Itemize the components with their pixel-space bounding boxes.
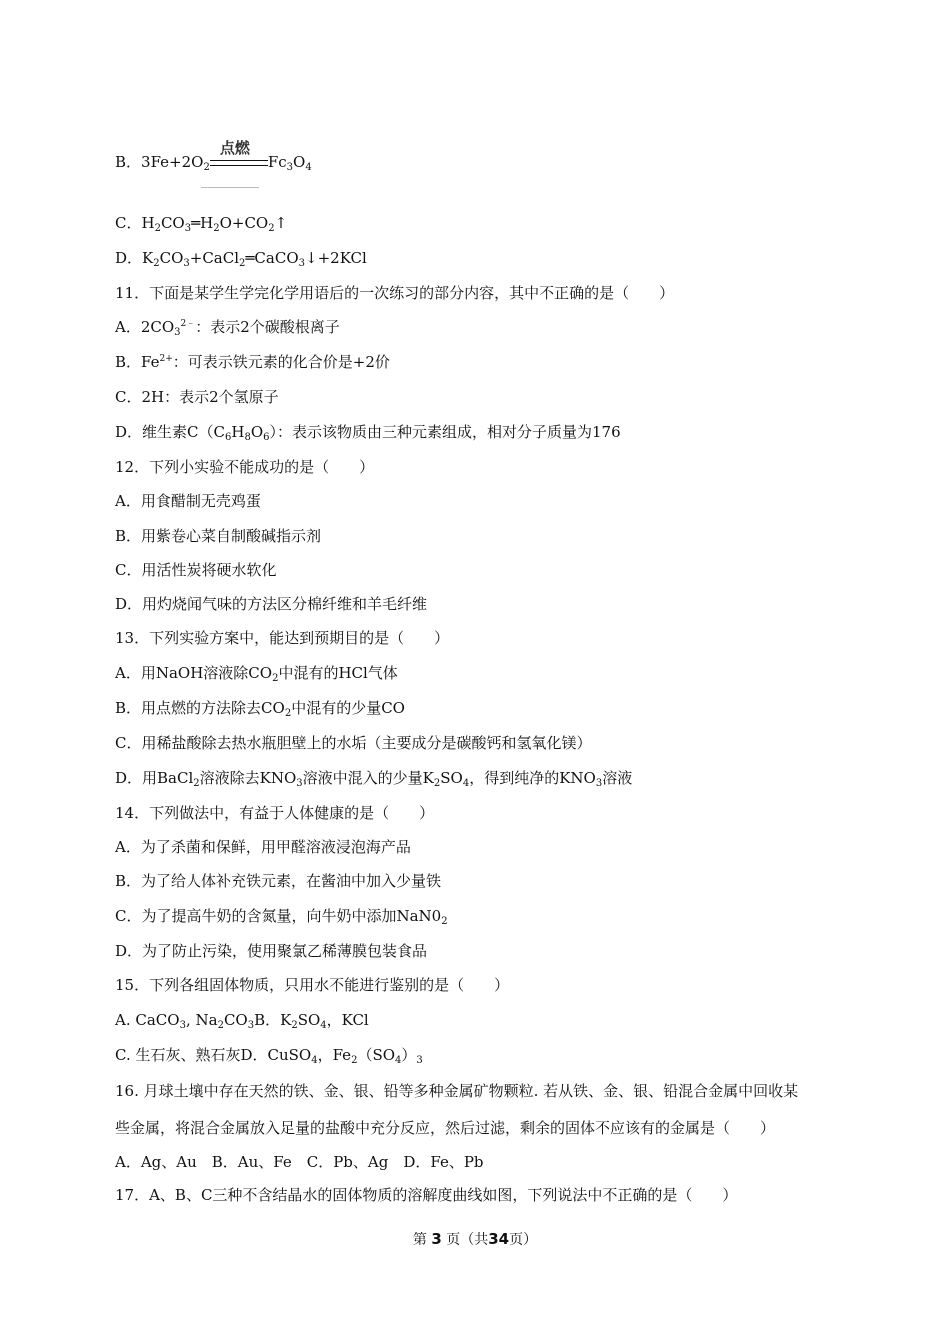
text: ：可表示铁元素的化合价是+2价 bbox=[172, 353, 390, 371]
text: A．2CO bbox=[115, 318, 175, 336]
q13-option-d bbox=[115, 768, 632, 788]
text: 溶液 bbox=[602, 769, 633, 787]
text: C. 生石灰、熟石灰D．CuSO bbox=[115, 1046, 312, 1064]
text: 中混有的少量CO bbox=[291, 699, 405, 717]
text: O bbox=[250, 423, 264, 441]
subscript: 2 bbox=[351, 1055, 358, 1066]
subscript: 3 bbox=[179, 1020, 186, 1031]
q15-options-ab bbox=[115, 1010, 369, 1030]
q12-option-c: C．用活性炭将硬水软化 bbox=[115, 561, 277, 579]
q16-stem-line2: 些金属，将混合金属放入足量的盐酸中充分反应，然后过滤，剩余的固体不应该有的金属是（ ） bbox=[115, 1119, 776, 1137]
footer-text: 第 bbox=[412, 1232, 427, 1248]
text: O+CO bbox=[219, 214, 269, 232]
q14-option-b: B．为了给人体补充铁元素，在酱油中加入少量铁 bbox=[115, 872, 442, 890]
q10-b-product: Fc bbox=[267, 153, 287, 171]
faint-rule bbox=[201, 187, 259, 188]
reaction-condition bbox=[210, 139, 268, 172]
text: D．用BaCl bbox=[115, 769, 194, 787]
subscript: 2 bbox=[193, 778, 200, 789]
subscript: 3 bbox=[416, 1055, 423, 1066]
subscript: 2 bbox=[217, 1020, 224, 1031]
page-number: 3 bbox=[431, 1230, 442, 1248]
q14-option-d: D．为了防止污染，使用聚氯乙稀薄膜包装食品 bbox=[115, 942, 428, 960]
subscript: 2 bbox=[268, 223, 275, 234]
total-pages: 34 bbox=[488, 1230, 510, 1248]
q17-stem: 17．A、B、C三种不含结晶水的固体物质的溶解度曲线如图，下列说法中不正确的是（ ） bbox=[115, 1186, 738, 1204]
subscript: 4 bbox=[311, 1055, 318, 1066]
subscript: 3 bbox=[183, 258, 190, 269]
subscript: 3 bbox=[184, 223, 192, 234]
text: SO bbox=[297, 1011, 321, 1029]
text: C．为了提高牛奶的含氮量，向牛奶中添加NaN0 bbox=[115, 907, 442, 925]
subscript: 3 bbox=[296, 778, 303, 789]
subscript: 2 bbox=[284, 708, 292, 719]
q13-stem: 13．下列实验方案中，能达到预期目的是（ ） bbox=[115, 629, 450, 647]
text: CO bbox=[160, 214, 185, 232]
text: ↓+2KCl bbox=[305, 249, 367, 267]
subscript: 2 bbox=[213, 223, 220, 234]
q11-option-b bbox=[115, 352, 390, 372]
q12-option-b: B．用紫卷心菜自制酸碱指示剂 bbox=[115, 527, 322, 545]
condition-label: 点燃 bbox=[219, 139, 250, 157]
subscript: 4 bbox=[305, 162, 312, 173]
q14-option-a: A．为了杀菌和保鲜，用甲醛溶液浸泡海产品 bbox=[115, 838, 411, 856]
subscript: 2 bbox=[272, 673, 279, 684]
subscript: 4 bbox=[395, 1055, 402, 1066]
text: D．维生素C（C bbox=[115, 423, 225, 441]
text: B．Fe bbox=[115, 353, 160, 371]
subscript: 6 bbox=[224, 432, 232, 443]
page-footer bbox=[0, 1229, 950, 1249]
text: C．H bbox=[115, 214, 155, 232]
subscript: 2 bbox=[239, 258, 246, 269]
subscript: 2 bbox=[203, 162, 210, 173]
q10-b-text: B．3Fe+2O bbox=[115, 153, 204, 171]
text: 溶液中混入的少量K bbox=[302, 769, 434, 787]
subscript: 3 bbox=[247, 1020, 255, 1031]
q11-option-d bbox=[115, 422, 621, 442]
text: ═H bbox=[191, 214, 214, 232]
text: ，得到纯净的KNO bbox=[469, 769, 596, 787]
subscript: 8 bbox=[244, 432, 251, 443]
q13-option-c: C．用稀盐酸除去热水瓶胆壁上的水垢（主要成分是碳酸钙和氢氧化镁） bbox=[115, 734, 592, 752]
q12-option-d: D．用灼烧闻气味的方法区分棉纤维和羊毛纤维 bbox=[115, 595, 428, 613]
superscript: 2+ bbox=[159, 354, 173, 364]
q10-option-c bbox=[115, 213, 287, 233]
q11-option-a bbox=[115, 317, 340, 337]
footer-text: 页（共 bbox=[446, 1232, 489, 1248]
q10-option-d bbox=[115, 248, 367, 268]
text: ↑ bbox=[274, 214, 288, 232]
superscript: 2﹣ bbox=[180, 319, 196, 329]
q14-stem: 14．下列做法中，有益于人体健康的是（ ） bbox=[115, 804, 435, 822]
q15-stem: 15．下列各组固体物质，只用水不能进行鉴别的是（ ） bbox=[115, 976, 510, 994]
text: ）：表示该物质由三种元素组成，相对分子质量为176 bbox=[269, 423, 621, 441]
subscript: 2 bbox=[153, 258, 160, 269]
footer-text: 页） bbox=[509, 1232, 538, 1248]
text: ，KCl bbox=[326, 1011, 369, 1029]
q14-option-c bbox=[115, 906, 448, 926]
subscript: 2 bbox=[433, 778, 441, 789]
subscript: 4 bbox=[462, 778, 470, 789]
q12-stem: 12．下列小实验不能成功的是（ ） bbox=[115, 458, 375, 476]
text: H bbox=[231, 423, 245, 441]
text: ═CaCO bbox=[245, 249, 299, 267]
q13-option-a bbox=[115, 663, 398, 683]
subscript: 3 bbox=[286, 162, 294, 173]
text: ） bbox=[401, 1046, 417, 1064]
text: SO bbox=[440, 769, 463, 787]
q11-stem: 11．下面是某学生学完化学用语后的一次练习的部分内容，其中不正确的是（ ） bbox=[115, 284, 675, 302]
subscript: 6 bbox=[263, 432, 270, 443]
subscript: 2 bbox=[291, 1020, 298, 1031]
text: B．K bbox=[254, 1011, 292, 1029]
q11-option-c: C．2H：表示2个氢原子 bbox=[115, 388, 279, 406]
text: +CaCl bbox=[189, 249, 240, 267]
text: 溶液除去KNO bbox=[199, 769, 297, 787]
text: （SO bbox=[357, 1046, 396, 1064]
subscript: 2 bbox=[441, 916, 448, 927]
text: B．用点燃的方法除去CO bbox=[115, 699, 285, 717]
subscript: 3 bbox=[298, 258, 306, 269]
q13-option-b bbox=[115, 698, 405, 718]
subscript: 3 bbox=[174, 327, 181, 338]
text: CO bbox=[159, 249, 184, 267]
text: A. CaCO bbox=[115, 1011, 180, 1029]
text: , Na bbox=[185, 1011, 218, 1029]
subscript: 4 bbox=[320, 1020, 327, 1031]
q16-stem-line1: 16. 月球土壤中存在天然的铁、金、银、铅等多种金属矿物颗粒. 若从铁、金、银、铅混合金属中回收某 bbox=[115, 1082, 799, 1100]
text: D．K bbox=[115, 249, 154, 267]
text: A．用NaOH溶液除CO bbox=[115, 664, 273, 682]
q10-option-b bbox=[115, 139, 312, 173]
q12-option-a: A．用食醋制无壳鸡蛋 bbox=[115, 492, 261, 510]
subscript: 2 bbox=[154, 223, 161, 234]
text: CO bbox=[223, 1011, 248, 1029]
q16-options: A．Ag、Au B．Au、Fe C．Pb、Ag D．Fe、Pb bbox=[115, 1153, 484, 1171]
double-line bbox=[210, 160, 268, 166]
text: ：表示2个碳酸根离子 bbox=[195, 318, 340, 336]
subscript: 3 bbox=[595, 778, 603, 789]
q10-b-product-o: O bbox=[293, 153, 306, 171]
q15-options-cd bbox=[115, 1045, 423, 1065]
text: ，Fe bbox=[317, 1046, 352, 1064]
text: 中混有的HCl气体 bbox=[278, 664, 398, 682]
